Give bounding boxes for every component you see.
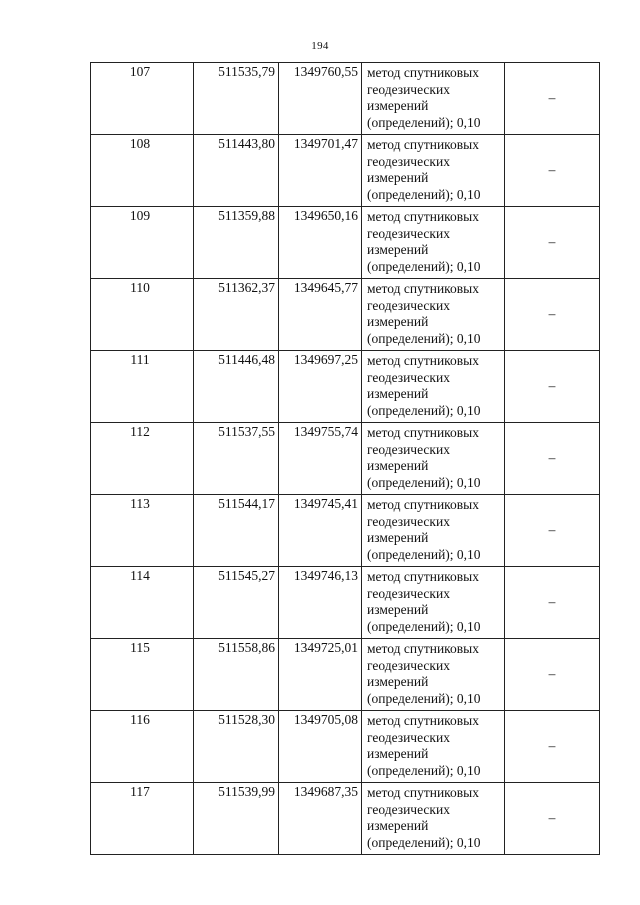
description-cell: – — [505, 495, 600, 567]
table-body — [91, 63, 600, 855]
y-coordinate-cell: 1349687,35 — [279, 783, 362, 855]
point-number-cell: 114 — [91, 567, 194, 639]
method-accuracy-cell: метод спутниковых геодезических измерений (определений); 0,10 — [362, 567, 505, 639]
table-row — [91, 279, 600, 351]
point-number-cell: 116 — [91, 711, 194, 783]
description-cell: – — [505, 279, 600, 351]
point-number-cell: 110 — [91, 279, 194, 351]
table-row — [91, 783, 600, 855]
table-row — [91, 135, 600, 207]
method-accuracy-cell: метод спутниковых геодезических измерений (определений); 0,10 — [362, 783, 505, 855]
x-coordinate-cell: 511539,99 — [194, 783, 279, 855]
x-coordinate-cell: 511446,48 — [194, 351, 279, 423]
x-coordinate-cell: 511545,27 — [194, 567, 279, 639]
y-coordinate-cell: 1349645,77 — [279, 279, 362, 351]
point-number-cell: 111 — [91, 351, 194, 423]
y-coordinate-cell: 1349697,25 — [279, 351, 362, 423]
y-coordinate-cell: 1349650,16 — [279, 207, 362, 279]
description-cell: – — [505, 63, 600, 135]
point-number-cell: 108 — [91, 135, 194, 207]
method-accuracy-cell: метод спутниковых геодезических измерений (определений); 0,10 — [362, 423, 505, 495]
table-row — [91, 63, 600, 135]
y-coordinate-cell: 1349725,01 — [279, 639, 362, 711]
method-accuracy-cell: метод спутниковых геодезических измерений (определений); 0,10 — [362, 495, 505, 567]
description-cell: – — [505, 639, 600, 711]
description-cell: – — [505, 711, 600, 783]
page-number: 194 — [311, 40, 329, 52]
method-accuracy-cell: метод спутниковых геодезических измерений (определений); 0,10 — [362, 711, 505, 783]
method-accuracy-cell: метод спутниковых геодезических измерений (определений); 0,10 — [362, 279, 505, 351]
point-number-cell: 109 — [91, 207, 194, 279]
description-cell: – — [505, 207, 600, 279]
x-coordinate-cell: 511359,88 — [194, 207, 279, 279]
y-coordinate-cell: 1349745,41 — [279, 495, 362, 567]
point-number-cell: 112 — [91, 423, 194, 495]
table-row — [91, 711, 600, 783]
table-row — [91, 207, 600, 279]
method-accuracy-cell: метод спутниковых геодезических измерений (определений); 0,10 — [362, 63, 505, 135]
x-coordinate-cell: 511558,86 — [194, 639, 279, 711]
x-coordinate-cell: 511535,79 — [194, 63, 279, 135]
coordinates-table — [90, 62, 600, 855]
point-number-cell: 117 — [91, 783, 194, 855]
y-coordinate-cell: 1349760,55 — [279, 63, 362, 135]
table-row — [91, 423, 600, 495]
point-number-cell: 113 — [91, 495, 194, 567]
table-row — [91, 495, 600, 567]
x-coordinate-cell: 511443,80 — [194, 135, 279, 207]
description-cell: – — [505, 423, 600, 495]
method-accuracy-cell: метод спутниковых геодезических измерений (определений); 0,10 — [362, 135, 505, 207]
method-accuracy-cell: метод спутниковых геодезических измерений (определений); 0,10 — [362, 639, 505, 711]
x-coordinate-cell: 511544,17 — [194, 495, 279, 567]
y-coordinate-cell: 1349746,13 — [279, 567, 362, 639]
x-coordinate-cell: 511362,37 — [194, 279, 279, 351]
table-row — [91, 639, 600, 711]
method-accuracy-cell: метод спутниковых геодезических измерений (определений); 0,10 — [362, 351, 505, 423]
x-coordinate-cell: 511537,55 — [194, 423, 279, 495]
table-row — [91, 567, 600, 639]
point-number-cell: 107 — [91, 63, 194, 135]
table-row — [91, 351, 600, 423]
description-cell: – — [505, 567, 600, 639]
method-accuracy-cell: метод спутниковых геодезических измерений (определений); 0,10 — [362, 207, 505, 279]
y-coordinate-cell: 1349755,74 — [279, 423, 362, 495]
y-coordinate-cell: 1349705,08 — [279, 711, 362, 783]
description-cell: – — [505, 783, 600, 855]
description-cell: – — [505, 351, 600, 423]
description-cell: – — [505, 135, 600, 207]
x-coordinate-cell: 511528,30 — [194, 711, 279, 783]
y-coordinate-cell: 1349701,47 — [279, 135, 362, 207]
point-number-cell: 115 — [91, 639, 194, 711]
